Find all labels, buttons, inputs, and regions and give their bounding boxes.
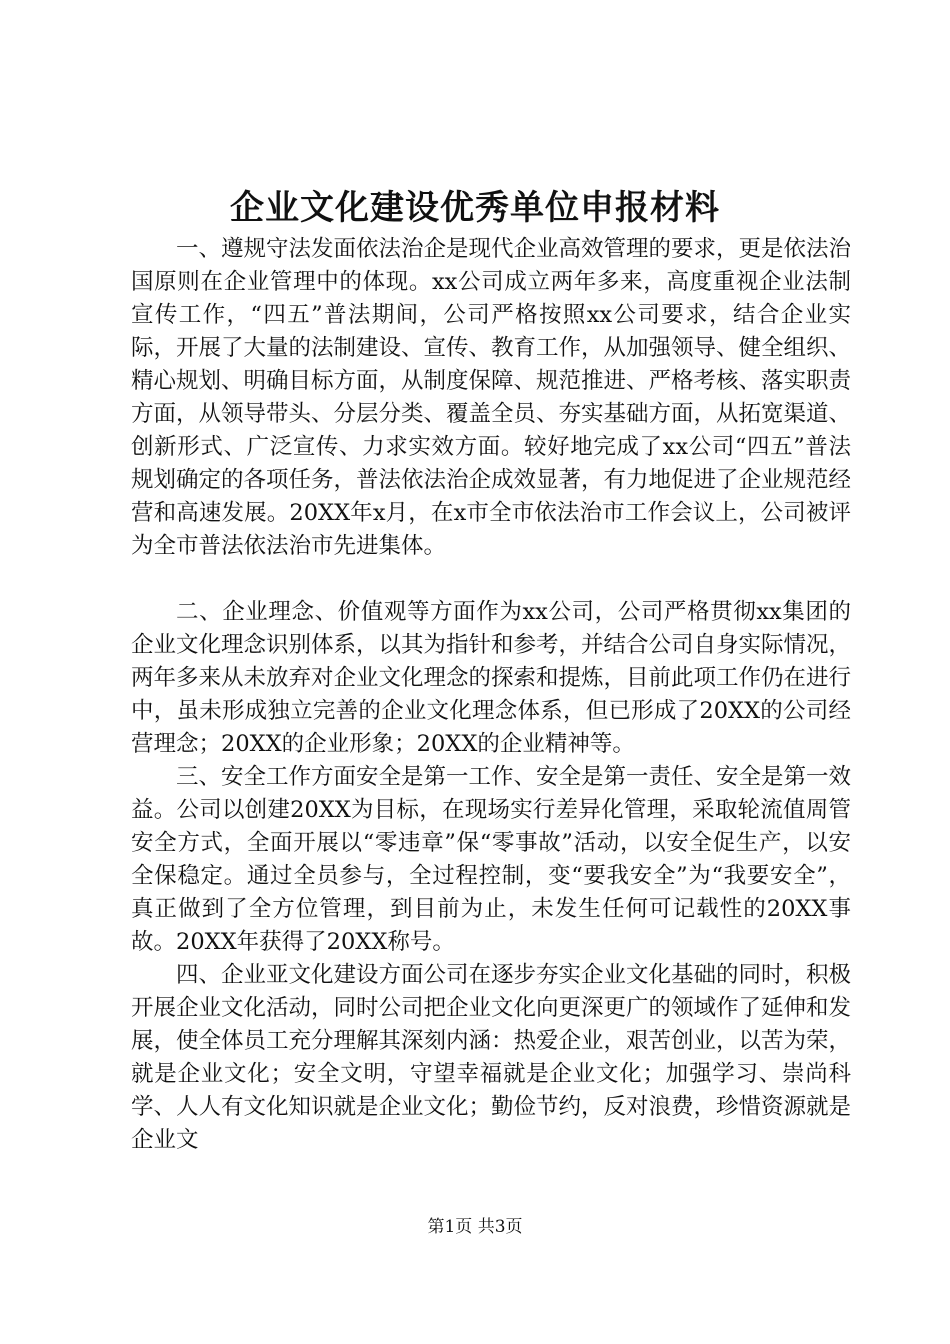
paragraph-2: 二、企业理念、价值观等方面作为xx公司，公司严格贯彻xx集团的企业文化理念识别体系，以其为指针和参考，并结合公司自身实际情况，两年多来从未放弃对企业文化理念的探索和提炼，目前此项工作仍在进行中，虽未形成独立完善的企业文化理念体系，但已形成了20XX的公司经营理念；20XX的企业形象；20XX的企业精神等。 [131, 599, 852, 757]
document-body [131, 233, 851, 1157]
document-title: 企业文化建设优秀单位申报材料 [230, 188, 720, 228]
paragraph-1: 一、遵规守法发面依法治企是现代企业高效管理的要求，更是依法治国原则在企业管理中的体现。xx公司成立两年多来，高度重视企业法制宣传工作，“四五”普法期间，公司严格按照xx公司要求，结合企业实际，开展了大量的法制建设、宣传、教育工作，从加强领导、健全组织、精心规划、明确目标方面，从制度保障、规范推进、严格考核、落实职责方面，从领导带头、分层分类、覆盖全员、夯实基础方面，从拓宽渠道、创新形式、广泛宣传、力求实效方面。较好地完成了xx公司“四五”普法规划确定的各项任务，普法依法治企成效显著，有力地促进了企业规范经营和高速发展。20XX年x月，在x市全市依法治市工作会议上，公司被评为全市普法依法治市先进集体。 [131, 236, 852, 559]
paragraph-4: 四、企业亚文化建设方面公司在逐步夯实企业文化基础的同时，积极开展企业文化活动，同时公司把企业文化向更深更广的领域作了延伸和发展，使全体员工充分理解其深刻内涵：热爱企业，艰苦创业，以苦为荣，就是企业文化；安全文明，守望幸福就是企业文化；加强学习、崇尚科学、人人有文化知识就是企业文化；勤俭节约，反对浪费，珍惜资源就是企业文 [131, 962, 852, 1153]
page-footer: 第1页 共3页 [427, 1217, 523, 1237]
paragraph-3: 三、安全工作方面安全是第一工作、安全是第一责任、安全是第一效益。公司以创建20XX为目标，在现场实行差异化管理，采取轮流值周管安全方式，全面开展以“零违章”保“零事故”活动，以安全促生产，以安全保稳定。通过全员参与，全过程控制，变“要我安全”为“我要安全”，真正做到了全方位管理，到目前为止，未发生任何可记载性的20XX事故。20XX年获得了20XX称号。 [131, 764, 852, 955]
